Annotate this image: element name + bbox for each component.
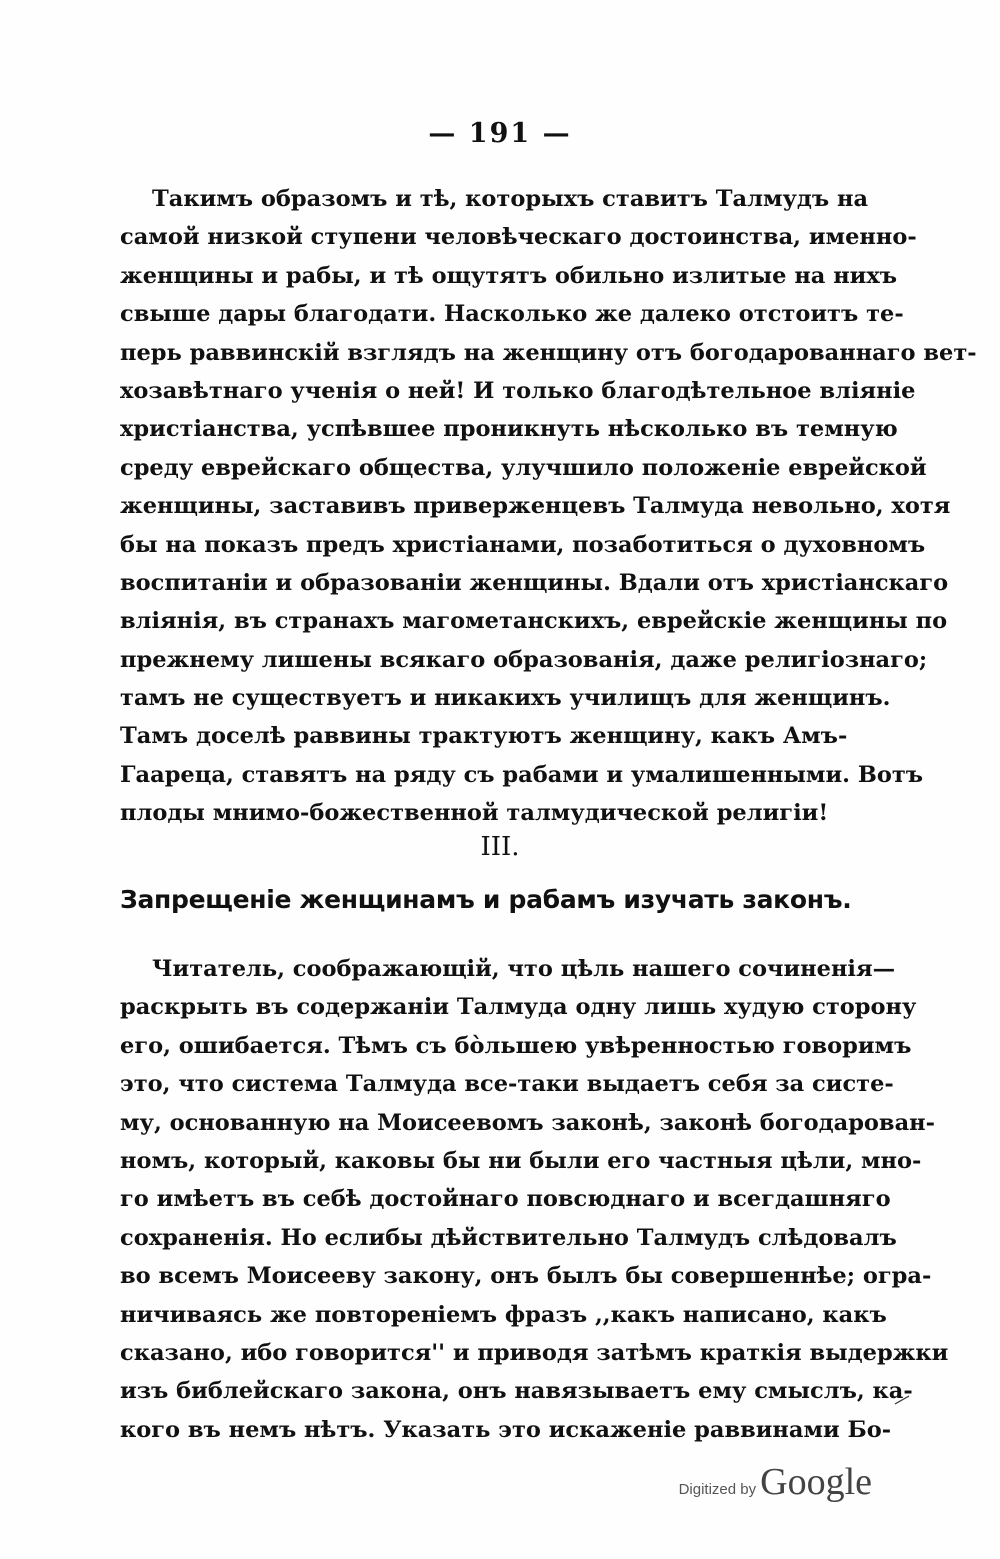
google-logo: Google bbox=[760, 1461, 872, 1503]
text-line: свыше дары благодати. Насколько же далеко отстоитъ те- bbox=[120, 301, 904, 328]
text-line: тамъ не существуетъ и никакихъ училищъ для женщинъ. bbox=[120, 685, 891, 712]
text-line: хозавѣтнаго ученія о ней! И только благодѣтельное вліяніе bbox=[120, 377, 916, 404]
section-number: III. bbox=[480, 832, 520, 862]
text-line: изъ библейскаго закона, онъ навязываетъ ему смыслъ, ка- bbox=[120, 1378, 913, 1405]
text-line: Гаареца, ставятъ на ряду съ рабами и умалишенными. Вотъ bbox=[120, 761, 924, 788]
text-line: во всемъ Моисееву закону, онъ былъ бы совершеннѣе; огра- bbox=[120, 1263, 932, 1290]
text-line: кого въ немъ нѣтъ. Указать это искаженіе раввинами Бо- bbox=[120, 1416, 892, 1443]
paragraph-2 bbox=[120, 950, 949, 1449]
text-line: перь раввинскій взглядъ на женщину отъ богодарованнаго вет- bbox=[120, 339, 977, 366]
text-line: это, что система Талмуда все-таки выдаетъ себя за систе- bbox=[120, 1071, 894, 1098]
text-line: женщины и рабы, и тѣ ощутятъ обильно излитые на нихъ bbox=[120, 262, 898, 289]
text-line: среду еврейскаго общества, улучшило положеніе еврейской bbox=[120, 454, 927, 481]
text-line: плоды мнимо-божественной талмудической религіи! bbox=[120, 800, 829, 827]
text-line: прежнему лишены всякаго образованія, даже религіознаго; bbox=[120, 646, 928, 673]
text-line: му, основанную на Моисеевомъ законѣ, законѣ богодарован- bbox=[120, 1109, 935, 1136]
digitized-watermark bbox=[679, 1460, 872, 1504]
text-line: Такимъ образомъ и тѣ, которыхъ ставитъ Талмудъ на bbox=[152, 186, 869, 212]
text-line: женщины, заставивъ приверженцевъ Талмуда невольно, хотя bbox=[120, 493, 951, 520]
text-line: Читатель, соображающій, что цѣль нашего сочиненія— bbox=[152, 956, 896, 982]
page-number: — 191 — bbox=[428, 118, 572, 149]
text-line: бы на показъ предъ христіанами, позаботиться о духовномъ bbox=[120, 531, 926, 558]
text-line: самой низкой ступени человѣческаго достоинства, именно- bbox=[120, 224, 917, 251]
text-line: сохраненія. Но еслибы дѣйствительно Талмудъ слѣдовалъ bbox=[120, 1224, 897, 1251]
text-line: сказано, ибо говорится'' и приводя затѣмъ краткія выдержки bbox=[120, 1339, 949, 1366]
text-line: го имѣетъ въ себѣ достойнаго повсюднаго и всегдашняго bbox=[120, 1186, 891, 1213]
ink-speck-icon bbox=[894, 1395, 910, 1405]
text-line: ничиваясь же повтореніемъ фразъ ,,какъ написано, какъ bbox=[120, 1301, 887, 1328]
watermark-prefix: Digitized by bbox=[678, 1481, 757, 1498]
text-line: его, ошибается. Тѣмъ съ бо̀льшею увѣренностью говоримъ bbox=[120, 1032, 912, 1059]
section-heading: Запрещеніе женщинамъ и рабамъ изучать законъ. bbox=[120, 885, 852, 914]
paragraph-1 bbox=[120, 180, 977, 833]
text-line: вліянія, въ странахъ магометанскихъ, еврейскіе женщины по bbox=[120, 608, 948, 635]
text-line: христіанства, успѣвшее проникнуть нѣсколько въ темную bbox=[120, 416, 898, 443]
text-line: воспитаніи и образованіи женщины. Вдали отъ христіанскаго bbox=[120, 569, 949, 596]
text-line: номъ, который, каковы бы ни были его частныя цѣли, мно- bbox=[120, 1147, 922, 1174]
text-line: Тамъ доселѣ раввины трактуютъ женщину, какъ Амъ- bbox=[120, 723, 848, 750]
text-line: раскрыть въ содержаніи Талмуда одну лишь худую сторону bbox=[120, 994, 917, 1021]
